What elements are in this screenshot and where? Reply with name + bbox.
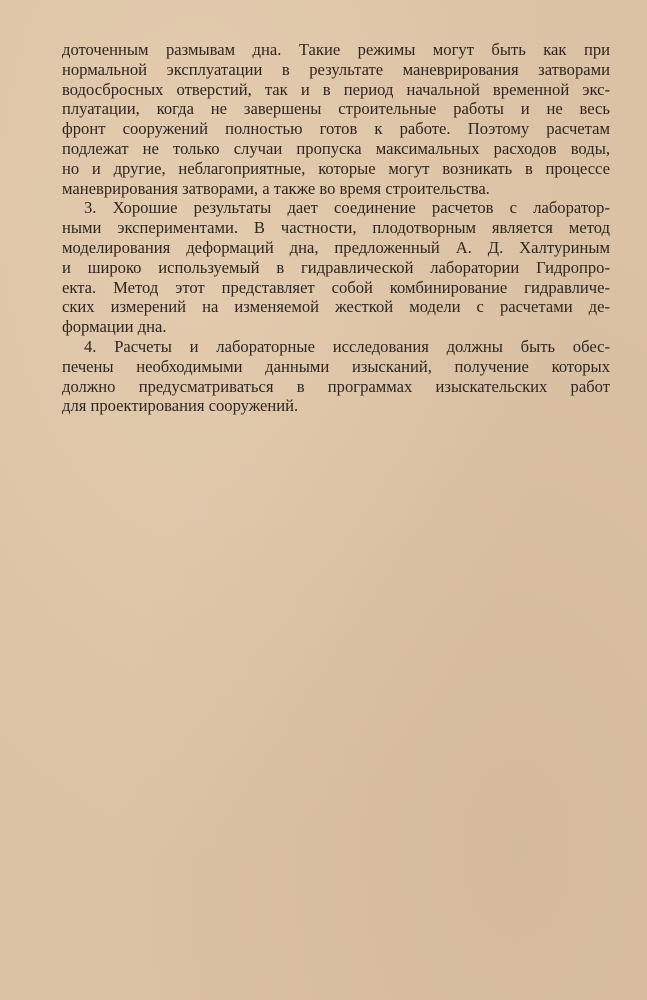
- text-line: екта. Метод этот представляет собой комбинирование гидравличе-: [62, 277, 610, 297]
- text-line: формации дна.: [62, 317, 167, 337]
- paragraph-3: [62, 337, 610, 416]
- text-line: ными экспериментами. В частности, плодотворным является метод: [62, 218, 610, 238]
- text-line: для проектирования сооружений.: [62, 396, 299, 416]
- text-line: ских измерений на изменяемой жесткой модели с расчетами де-: [62, 297, 610, 317]
- text-line: доточенным размывам дна. Такие режимы могут быть как при: [62, 40, 610, 59]
- text-line: водосбросных отверстий, так и в период начальной временной экс-: [62, 79, 610, 99]
- text-line: печены необходимыми данными изысканий, получение которых: [62, 356, 610, 376]
- text-line: 3. Хорошие результаты дает соединение расчетов с лаборатор-: [84, 198, 610, 218]
- paragraph-1: [62, 40, 610, 198]
- text-line: нормальной эксплуатации в результате маневрирования затворами: [62, 59, 610, 79]
- text-line: но и другие, неблагоприятные, которые могут возникать в процессе: [62, 158, 610, 178]
- text-line: должно предусматриваться в программах изыскательских работ: [62, 376, 610, 396]
- text-line: моделирования деформаций дна, предложенный А. Д. Халтуриным: [62, 237, 610, 257]
- page-text: [62, 40, 610, 416]
- text-line: подлежат не только случаи пропуска максимальных расходов воды,: [62, 138, 610, 158]
- text-line: маневрирования затворами, а также во время строительства.: [62, 178, 490, 198]
- text-line: 4. Расчеты и лабораторные исследования должны быть обес-: [84, 336, 610, 356]
- text-line: плуатации, когда не завершены строительные работы и не весь: [62, 99, 610, 119]
- paragraph-2: [62, 198, 610, 337]
- text-line: фронт сооружений полностью готов к работе. Поэтому расчетам: [62, 119, 610, 139]
- text-line: и широко используемый в гидравлической лаборатории Гидропро-: [62, 257, 610, 277]
